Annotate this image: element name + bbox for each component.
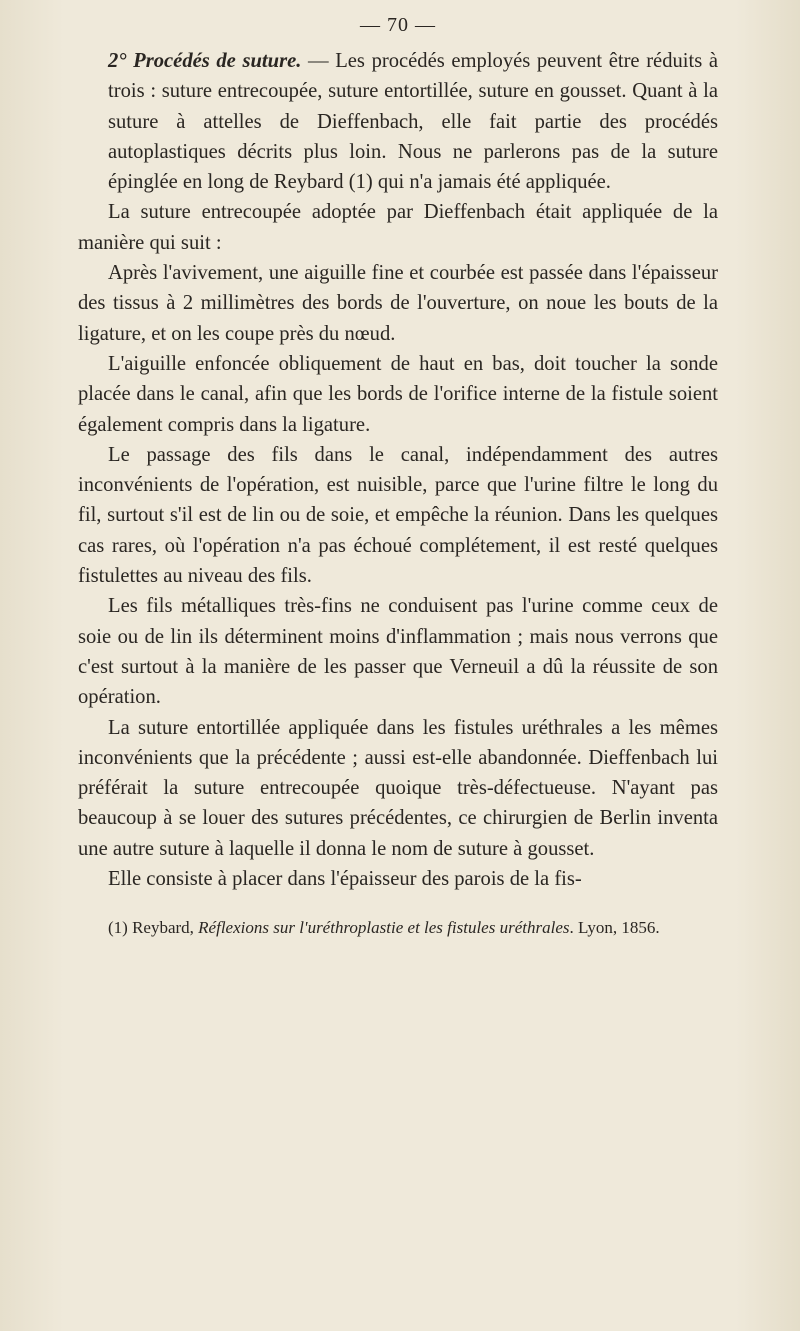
section-intro-paragraph xyxy=(78,46,718,197)
paragraph: La suture entortillée appliquée dans les fistules uréthrales a les mêmes inconvénients que la précédente ; aussi est-elle abandonnée. Dieffenbach lui préférait la suture entrecoupée quoique très-défectueuse. N'ayant pas beaucoup à se louer des sutures précédentes, ce chirurgien de Berlin inventa une autre suture à laquelle il donna le nom de suture à gousset. xyxy=(78,716,718,860)
footnotes xyxy=(78,916,718,940)
section-heading: 2° Procédés de suture. xyxy=(108,50,302,72)
page-number: — 70 — xyxy=(360,14,436,36)
footnote xyxy=(78,916,718,940)
paragraph: La suture entrecoupée adoptée par Dieffenbach était appliquée de la manière qui suit : xyxy=(78,201,718,254)
paragraph: Le passage des fils dans le canal, indépendamment des autres inconvénients de l'opération, est nuisible, parce que l'urine filtre le long du fil, surtout s'il est de lin ou de soie, et empêche la réunion. Dans les quelques cas rares, où l'opération n'a pas échoué complétement, il est resté quelques fistulettes au niveau des fils. xyxy=(78,443,718,588)
footnote-suffix: . Lyon, 1856. xyxy=(569,918,660,938)
section-intro-text: — Les procédés employés peuvent être réduits à trois : suture entrecoupée, suture entortillée, suture en gousset. Quant à la suture à attelles de Dieffenbach, elle fait partie des procédés autoplastiques décrits plus loin. Nous ne parlerons pas de la suture épinglée en long de Reybard (1) qui n'a jamais été appliquée. xyxy=(108,50,718,194)
body-text xyxy=(78,46,718,894)
paragraph: L'aiguille enfoncée obliquement de haut en bas, doit toucher la sonde placée dans le canal, afin que les bords de l'orifice interne de la fistule soient également compris dans la ligature. xyxy=(78,352,718,436)
paragraph: Elle consiste à placer dans l'épaisseur des parois de la fis- xyxy=(108,868,582,891)
paragraph: Après l'avivement, une aiguille fine et courbée est passée dans l'épaisseur des tissus à 2 millimètres des bords de l'ouverture, on noue les bouts de la ligature, et on les coupe près du nœud. xyxy=(78,262,718,345)
footnote-title: Réflexions sur l'uréthroplastie et les fistules uréthrales xyxy=(198,918,570,938)
footnote-prefix: (1) Reybard, xyxy=(108,918,199,938)
paragraph: Les fils métalliques très-fins ne conduisent pas l'urine comme ceux de soie ou de lin ils déterminent moins d'inflammation ; mais nous verrons que c'est surtout à la manière de les passer que Verneuil a dû la réussite de son opération. xyxy=(78,595,718,709)
